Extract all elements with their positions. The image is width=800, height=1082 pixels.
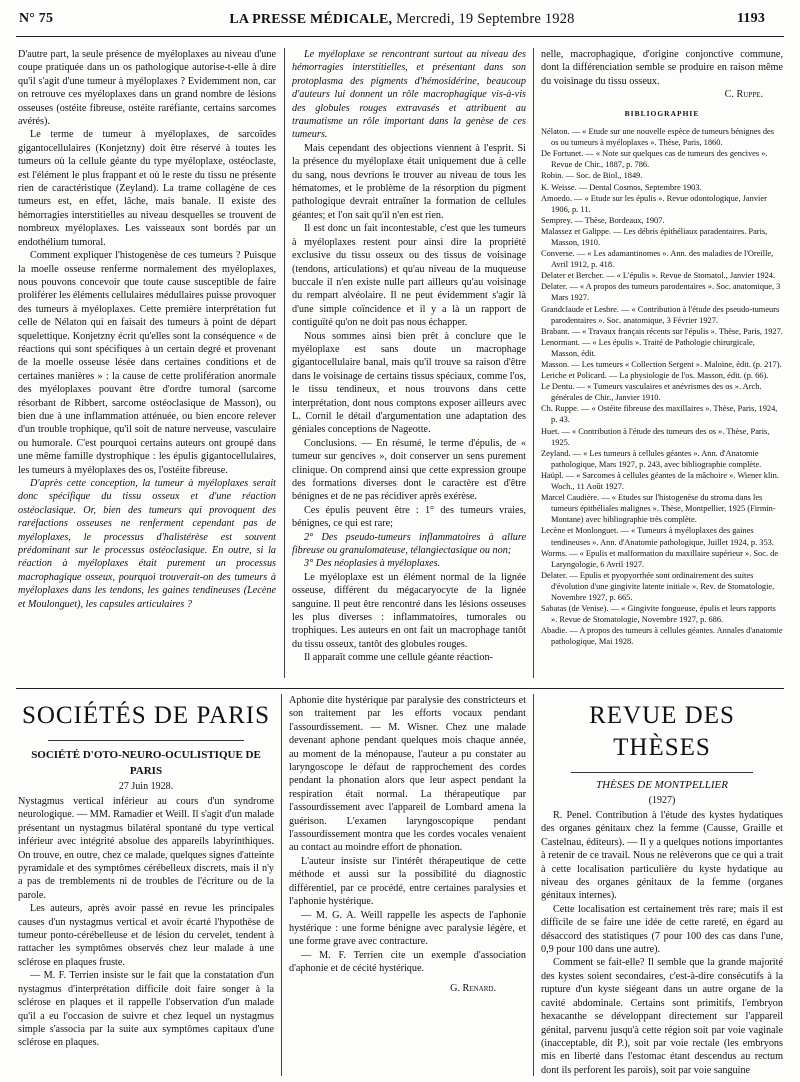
paragraph: — M. G. A. Weill rappelle les aspects de l'aphonie hystérique : une forme bénigne avec paralysie légère, et une forme grave avec contracture. xyxy=(289,909,526,948)
page-number: 1193 xyxy=(737,11,766,26)
theses-year: (1927) xyxy=(648,795,676,806)
bibliography-entry: Nélaton. — « Etude sur une nouvelle espèce de tumeurs bénignes des os ou tumeurs à myéloplaxes ». Thèse, Paris, 1860. xyxy=(541,127,775,148)
bibliography-entry: Delater et Bercher. — « L'épulis ». Revue de Stomatol., Janvier 1924. xyxy=(541,271,776,281)
session-date: 27 Juin 1928. xyxy=(118,781,174,792)
societes-column-2 xyxy=(289,694,526,1078)
article-column-1 xyxy=(18,48,276,678)
bibliography-heading: BIBLIOGRAPHIE xyxy=(624,108,700,118)
bibliography-entry: Worms. — « Epulis et malformation du maxillaire supérieur ». Soc. de Laryngologie, 6 Avril 1927. xyxy=(541,548,779,569)
column-divider xyxy=(281,694,282,1076)
paragraph: Le myéloplaxe est un élément normal de la lignée osseuse, différent du mégacaryocyte de la lignée sanguine. Il peut être rencontré dans les lésions osseuses les plus diverses : inflammatoires, tumorales ou trophiques. Les auteurs en ont fait un macrophage tantôt du tissu osseux, tantôt des globules rouges. xyxy=(292,571,526,650)
page-header xyxy=(0,0,800,30)
paragraph: — M. F. Terrien insiste sur le fait que la constatation d'un nystagmus d'interprétation difficile doit faire songer à la sclérose en plaques et il rappelle l'observation d'un malade qu'il a eu l'occasion de suivre et chez lequel un nystagmus simple s'associa par la suite aux symptômes capitaux d'une sclérose en plaques. xyxy=(18,970,274,1049)
paragraph: Aphonie dite hystérique par paralysie des constricteurs et son traitement par les efforts vocaux pendant l'assourdissement. — M. Wisner. Chez une malade devenant aphone pendant quelques mois chaque année, au moment de la ménopause, l'auteur a pu constater au laryngoscope le défaut de rapprochement des cordes pendant la phonation alors que leur aspect pendant la respiration était normal. La thérapeutique par l'assourdissement avec l'appareil de Lombard amena la guérison. L'examen laryngoscopique pendant l'assourdissement montra que les cordes vocales venaient au contact au moindre effort de phonation. xyxy=(289,695,526,854)
bibliography-entry: Le Dentu. — « Tumeurs vasculaires et anévrismes des os ». Arch. générales de Chir., Janvier 1910. xyxy=(541,382,762,403)
theses-section xyxy=(541,700,783,1078)
journal-title xyxy=(172,11,632,28)
issue-date: Mercredi, 19 Septembre 1928 xyxy=(396,11,575,27)
paragraph: 3° Des néoplasies à myéloplaxes. xyxy=(304,558,441,570)
heading-rule xyxy=(48,740,244,741)
bibliography-entry: Abadie. — A propos des tumeurs à cellules géantes. Annales d'anatomie pathologique, Mai 1928. xyxy=(541,626,783,647)
paragraph: Comment expliquer l'histogenèse de ces tumeurs ? Puisque la moelle osseuse renferme normalement des myéloplaxes, nous pouvons concevoir que toute cause susceptible de faire proliférer les éléments cellulaires médullaires puisse provoquer des tumeurs à myéloplaxes. Cette première interprétation fut celle de Nélaton qui en faisait des tumeurs à point de départ squelettique. Konjetzny écrit qu'elles sont la conséquence « de réactions qui sont spécifiques à un certain degré et provenant de la moelle osseuse lésée dans certaines conditions et de certaines manières » : la cause de cette prolifération anormale des myéloplaxes pouvant être d'ordre tumoral (sarcome résorbant de Ribbert, sarcome ostéoclasique de Masson), ou bien due à une inflammation atténuée, ou bien encore relever d'un trouble trophique, qu'il soit de nature nerveuse, vasculaire ou humorale. C'est pourquoi certains auteurs ont groupé dans une même famille dystrophique : les épulis gigantocellulaires, les tumeurs à myéloplaxes des os, l'ostéite fibreuse. xyxy=(18,250,276,476)
article-column-2 xyxy=(292,48,526,678)
society-name: SOCIÉTÉ D'OTO-NEURO-OCULISTIQUE DE PARIS xyxy=(31,749,261,777)
paragraph: D'après cette conception, la tumeur à myéloplaxes serait donc spécifique du tissu osseux et d'une réaction ostéoclasique. Or, bien des tumeurs qui provoquent des raréfactions osseuses ne renferment cependant pas de myéloplaxes, le processus d'halistérèse est souvent prédominant sur le processus ostéoclasique. En outre, si la réaction à myéloplaxes était purement un processus macrophagique osseux, pourquoi trouverait-on des tumeurs à myéloplaxes dans les tendons, les gaines tendineuses (Lecène et Moulonguet), les capsules articulaires ? xyxy=(18,478,276,610)
issue-number: N° 75 xyxy=(19,11,54,26)
section-author: G. Renard. xyxy=(450,982,496,994)
paragraph: Les auteurs, après avoir passé en revue les principales causes d'un nystagmus vertical et avoir écarté l'hypothèse de tumeur ponto-cérébelleuse et de lésion du cervelet, tendent à rattacher les symptômes observés chez leur malade à une sclérose en plaques fruste. xyxy=(18,903,274,968)
paragraph: Ces épulis peuvent être : 1° des tumeurs vraies, bénignes, ce qui est rare; xyxy=(292,504,526,530)
theses-subheading: THÈSES DE MONTPELLIER xyxy=(596,779,728,791)
paragraph: 2° Des pseudo-tumeurs inflammatoires à allure fibreuse ou granulomateuse, télangiectasique ou non; xyxy=(292,531,526,557)
bibliography-entry: Zeyland. — « Les tumeurs à cellules géantes ». Ann. d'Anatomie pathologique, Mars 1927, p. 243, avec bibliographie complète. xyxy=(541,448,762,469)
bibliography-entry: Huet. — « Contribution à l'étude des tumeurs des os ». Thèse, Paris, 1925. xyxy=(541,426,770,447)
bibliography-entry: Delater. — « A propos des tumeurs parodentaires ». Soc. anatomique, 3 Mars 1927. xyxy=(541,282,781,303)
paragraph: D'autre part, la seule présence de myéloplaxes au niveau d'une coupe pratiquée dans un os pathologique autorise-t-elle à dire qu'il s'agit d'une tumeur à myéloplaxes ? Evidemment non, car on retrouve ces myéloplaxes dans un grand nombre de lésions osseuses (ostéite fibreuse, ostéite raréfiante, certains sarcomes avérés). xyxy=(18,49,276,128)
paragraph: Mais cependant des objections viennent à l'esprit. Si la présence du myéloplaxe était uniquement due à celle du sang, nous devrions le trouver au niveau de tous les hématomes, et le problème de la résorption du pigment pathologique devrait entraîner la formation de cellules géantes; et l'on sait qu'il n'en est rien. xyxy=(292,142,526,221)
paragraph: Conclusions. — En résumé, le terme d'épulis, de « tumeur sur gencives », doit conserver un sens purement clinique. On comprend ainsi que cette expression groupe des formations diverses dont le caractère est d'être bénignes et de ne pas récidiver après exérèse. xyxy=(292,437,526,503)
bibliography-entry: Semprey. — Thèse, Bordeaux, 1907. xyxy=(541,215,665,225)
section-heading: REVUE DES THÈSES xyxy=(589,702,735,761)
section-rule xyxy=(16,688,784,689)
paragraph: Cette localisation est certainement très rare; mais il est difficile de se faire une idée de cette rareté, en égard au désaccord des statistiques (7 pour 100 des cas dans l'une, 0,9 pour 100 dans une autre). xyxy=(541,903,783,956)
bibliography-entry: Amoedo. — « Etude sur les épulis ». Revue odontologique, Janvier 1906, p. 11. xyxy=(541,193,767,214)
bibliography-entry: Sabatas (de Venise). — « Gingivite fongueuse, épulis et leurs rapports ». Revue de Stomatologie, Novembre 1927, p. 686. xyxy=(541,604,776,625)
article-author: C. Ruppe. xyxy=(724,89,763,101)
paragraph: Nous sommes ainsi bien prêt à conclure que le myéloplaxe est sans doute un macrophage gigantocellulaire banal, mais qu'il trouve sa raison d'être dans le voisinage de certains tissus spéciaux, comme l'os, le tissu tendineux, et nous trouvons dans cette interprétation, dont nous comptons exposer ailleurs avec L. Cornil le détail d'argumentation une adaptation des géniales conceptions de Nageotte. xyxy=(292,330,526,436)
bibliography-entry: Masson. — Les tumeurs « Collection Sergent ». Maloine, édit. (p. 217). xyxy=(541,360,782,369)
bibliography-entry: Delater. — Epulis et pyopyorrhée sont ordinairement des suites d'évolution d'une gingivite latente initiale ». Rev. de Stomatologie, Novembre 1927, p. 665. xyxy=(541,570,775,602)
heading-rule xyxy=(571,772,753,773)
paragraph: nelle, macrophagique, d'origine conjonctive commune, dont la différenciation semble se produire en raison même du voisinage du tissu osseux. xyxy=(541,49,783,87)
paragraph: Nystagmus vertical inférieur au cours d'un syndrome neurologique. — MM. Ramadier et Weill. Il s'agit d'un malade présentant un nystagmus bilatéral spontané du type vertical inférieur avec intégrité absolue des appareils labyrinthiques. On trouve, en outre, chez ce malade, quelques signes d'atteinte pyramidale et des symptômes cérébelleux discrets, mais il n'y a pas de tremblements ni de troubles de l'écriture ou de la parole. xyxy=(18,796,274,901)
column-divider xyxy=(533,694,534,1076)
bibliography-entry: Leriche et Policard. — La physiologie de l'os. Masson, édit. (p. 66). xyxy=(541,371,769,381)
bibliography-entry: Ch. Ruppe. — « Ostéite fibreuse des maxillaires ». Thèse, Paris, 1924, p. 43. xyxy=(541,404,778,425)
paragraph: — M. F. Terrien cite un exemple d'association d'aphonie et de cécité hystérique. xyxy=(289,949,526,975)
bibliography-entry: Lenormant. — « Les épulis ». Traité de Pathologie chirurgicale, Masson, édit. xyxy=(541,337,755,358)
bibliography-entry: Grandclaude et Lesbre. — « Contribution à l'étude des pseudo-tumeurs parodentaires ». Soc. anatomique, 3 Février 1927. xyxy=(541,304,780,325)
bibliography-entry: Converse. — « Les adamantinomes ». Ann. des maladies de l'Oreille, Avril 1912, p. 418. xyxy=(541,249,774,270)
journal-name: LA PRESSE MÉDICALE, xyxy=(229,12,393,27)
bibliography-entry: Robin. — Soc. de Biol., 1849. xyxy=(541,171,643,181)
paragraph: L'auteur insiste sur l'intérêt thérapeutique de cette méthode et aussi sur la possibilité du diagnostic différentiel, par ce procédé, entre certaines paralysies et l'aphonie hystérique. xyxy=(289,855,526,908)
paragraph: Le myéloplaxe se rencontrant surtout au niveau des hémorragies interstitielles, et présentant dans son protoplasma des pigments d'hémosidérine, beaucoup d'auteurs lui donnent un rôle macrophagique vis-à-vis des globules rouges extravasés et attribuent au traumatisme un rôle important dans la genèse de ces tumeurs. xyxy=(292,49,526,141)
bibliography-entry: K. Weisse. — Dental Cosmos, Septembre 1903. xyxy=(541,182,702,192)
bibliography-entry: Haüpl. — « Sarcomes à cellules géantes de la mâchoire ». Wiener klin. Woch., 11 Août 1927. xyxy=(541,470,779,492)
paragraph: R. Penel. Contribution à l'étude des kystes hydatiques des organes génitaux chez la femme (Causse, Graille et Castelnau, éditeurs). — Il y a quelques notions importantes à retenir de ce travail. Nous ne relèverons que ce qui a trait à cette localisation particulière du kyste hydatique au niveau des organes génitaux de la femme (organes génitaux internes). xyxy=(541,810,783,902)
paragraph: Le terme de tumeur à myéloplaxes, de sarcoïdes gigantocellulaires (Konjetzny) doit être réservé à toutes les tumeurs où la cellule géante du type myéloplaxe, ostéoclaste, est l'élément le plus frappant et où le reste du tissu ne présente rien de caractéristique (Zeyland). La trame collagène de ces tumeurs est, en effet, lâche, mais banale. Il existe des hémorragies interstitielles au niveau desquelles se trouvent de nombreux myéloplaxes. Les vaisseaux sont bordés par un endothélium tumoral. xyxy=(18,129,276,248)
societes-section xyxy=(18,700,274,1078)
bibliography-entry: Marcel Caudière. — « Etudes sur l'histogenèse du stroma dans les tumeurs épithéliales malignes ». Thèse, Montpellier, 1925 (Firmin-Montane) avec bibliographie très complète. xyxy=(541,493,776,525)
paragraph: Il apparaît comme une cellule géante réaction- xyxy=(304,652,493,664)
paragraph: Comment se fait-elle? Il semble que la grande majorité des kystes soient secondaires, c'est-à-dire consécutifs à la rupture d'un kyste siégeant dans un autre organe de la cavité abdominale. Certains sont primitifs, l'embryon hexacanthe se développant directement sur l'appareil génital, parvenu jusqu'à cette région soit par voie vaginale (inacceptable, dit P.), soit par voie rectale (les embryons mis en liberté dans l'estomac étant descendus au rectum dont ils perforent les parois), soit par voie sanguine xyxy=(541,957,783,1076)
bibliography-entry: Brabant. — « Travaux français récents sur l'épulis ». Thèse, Paris, 1927. xyxy=(541,326,783,336)
bibliography-entry: Malassez et Galippe. — Les débris épithéliaux paradentaires. Paris, Masson, 1910. xyxy=(541,226,768,247)
column-divider xyxy=(533,48,534,678)
column-divider xyxy=(284,48,285,678)
article-column-3 xyxy=(541,48,783,680)
paragraph: Il est donc un fait incontestable, c'est que les tumeurs à myéloplaxes restent pour ainsi dire la propriété exclusive du tissu osseux ou des tissus de voisinage (tendons, articulations) et qu'au niveau de la muqueuse buccale il n'en existe nulle part ailleurs qu'au voisinage du rempart alvéolaire. Il ne peut évidemment s'agir là d'une simple coïncidence et il y a là un rapport de contiguïté qu'on ne doit pas nous échapper. xyxy=(292,223,526,329)
section-heading: SOCIÉTÉS DE PARIS xyxy=(21,702,271,729)
bibliography-entry: De Fortunet. — « Note sur quelques cas de tumeurs des gencives ». Revue de Chir., 1887, p. 786. xyxy=(541,149,768,170)
bibliography-entry: Lecène et Monlonguet. — « Tumeurs à myéloplaxes des gaines tendineuses ». Ann. d'Anatomie pathologique, Juillet 1924, p. 353. xyxy=(541,526,774,547)
bibliography-list xyxy=(541,126,783,647)
header-rule xyxy=(16,36,784,37)
